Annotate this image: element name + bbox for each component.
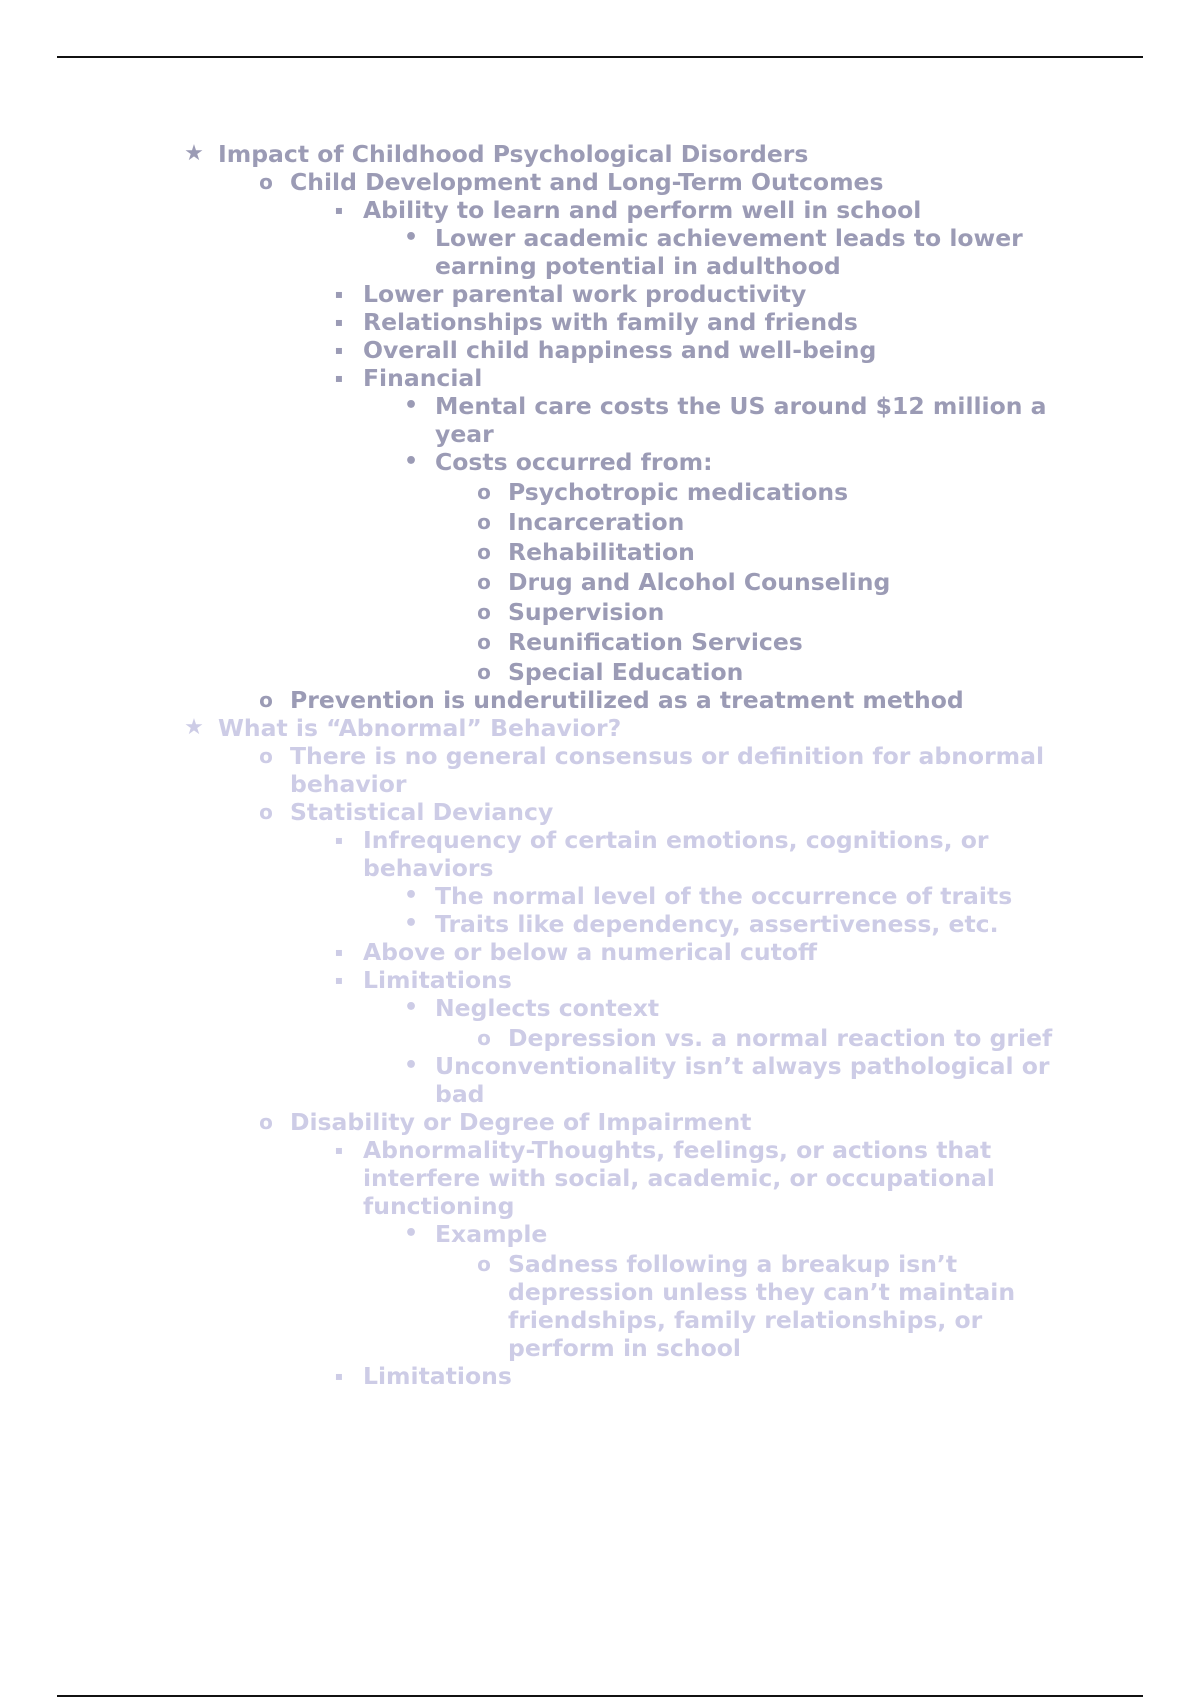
outline-item-text: Lower parental work productivity — [363, 280, 807, 308]
outline-item-level-2 — [334, 1136, 1063, 1220]
bullet-icon: ▪ — [334, 833, 344, 847]
bullet-icon: • — [403, 883, 419, 908]
outline-item-text: Special Education — [508, 658, 744, 686]
outline-item-level-3 — [403, 994, 1075, 1022]
bullet-icon: o — [477, 540, 491, 564]
bullet-icon: o — [477, 570, 491, 594]
outline-item-text: Costs occurred from: — [435, 448, 713, 476]
outline-item-text: Traits like dependency, assertiveness, etc. — [435, 910, 999, 938]
outline-item-text: Prevention is underutilized as a treatment method — [290, 686, 964, 714]
outline-item-level-2 — [334, 826, 1063, 882]
outline-item-level-4 — [477, 508, 1063, 536]
bullet-icon: ▪ — [334, 343, 344, 357]
outline-item-text: Example — [435, 1220, 548, 1248]
outline-item-level-4 — [477, 478, 1063, 506]
outline-item-level-3 — [403, 910, 1075, 938]
outline-item-level-3 — [403, 1220, 1075, 1248]
outline-item-level-3 — [403, 882, 1075, 910]
outline-item-level-4 — [477, 568, 1063, 596]
bullet-icon: • — [403, 449, 419, 474]
outline-item-text: Relationships with family and friends — [363, 308, 858, 336]
bullet-icon: ▪ — [334, 945, 344, 959]
outline-item-text: Incarceration — [508, 508, 685, 536]
outline-item-level-1 — [259, 1108, 1080, 1136]
outline-item-text: Impact of Childhood Psychological Disorders — [218, 140, 809, 168]
bullet-icon: o — [259, 744, 273, 768]
outline-item-text: Supervision — [508, 598, 665, 626]
outline-item-text: Abnormality-Thoughts, feelings, or actions that interfere with social, academic, or occupational functioning — [363, 1136, 995, 1220]
outline-item-text: Ability to learn and perform well in school — [363, 196, 922, 224]
bullet-icon: o — [477, 480, 491, 504]
outline-item-text: Reunification Services — [508, 628, 803, 656]
outline-item-text: Above or below a numerical cutoff — [363, 938, 818, 966]
bullet-icon: • — [403, 911, 419, 936]
outline-item-text: Financial — [363, 364, 483, 392]
outline-item-level-1 — [259, 168, 1080, 196]
outline-item-level-4 — [477, 658, 1063, 686]
outline-item-text: Rehabilitation — [508, 538, 695, 566]
bullet-icon: o — [477, 630, 491, 654]
bullet-icon: • — [403, 225, 419, 250]
outline-item-text: Lower academic achievement leads to lower earning potential in adulthood — [435, 224, 1023, 280]
bullet-icon: ★ — [184, 715, 204, 740]
bullet-icon: o — [259, 1110, 273, 1134]
outline-item-level-4 — [477, 598, 1063, 626]
outline-item-text: Disability or Degree of Impairment — [290, 1108, 752, 1136]
outline-item-level-4 — [477, 1024, 1063, 1052]
outline-item-text: Statistical Deviancy — [290, 798, 554, 826]
outline-item-text: Limitations — [363, 966, 512, 994]
outline-item-level-3 — [403, 224, 1075, 280]
outline-item-level-2 — [334, 336, 1063, 364]
bullet-icon: o — [477, 510, 491, 534]
outline-item-level-3 — [403, 1052, 1075, 1108]
footer-rule — [57, 1695, 1143, 1697]
outline-item-level-2 — [334, 364, 1063, 392]
bullet-icon: • — [403, 1221, 419, 1246]
bullet-icon: ▪ — [334, 287, 344, 301]
outline-item-text: Limitations — [363, 1362, 512, 1390]
outline-item-level-2 — [334, 280, 1063, 308]
bullet-icon: o — [477, 600, 491, 624]
outline-item-text: Infrequency of certain emotions, cognitions, or behaviors — [363, 826, 989, 882]
outline-item-text: Overall child happiness and well-being — [363, 336, 877, 364]
bullet-icon: ▪ — [334, 1143, 344, 1157]
outline-item-level-2 — [334, 1362, 1063, 1390]
bullet-icon: o — [477, 660, 491, 684]
bullet-icon: ▪ — [334, 203, 344, 217]
bullet-icon: • — [403, 1053, 419, 1078]
outline-item-level-2 — [334, 196, 1063, 224]
outline-item-level-1 — [259, 686, 1080, 714]
outline-item-text: Mental care costs the US around $12 million a year — [435, 392, 1047, 448]
bullet-icon: • — [403, 995, 419, 1020]
outline-item-level-2 — [334, 938, 1063, 966]
outline-item-text: Neglects context — [435, 994, 660, 1022]
outline-item-text: Depression vs. a normal reaction to grief — [508, 1024, 1053, 1052]
bullet-icon: ▪ — [334, 973, 344, 987]
outline-item-level-1 — [259, 742, 1080, 798]
bullet-icon: o — [477, 1026, 491, 1050]
bullet-icon: ▪ — [334, 315, 344, 329]
outline-item-text: What is “Abnormal” Behavior? — [218, 714, 622, 742]
outline-item-level-0 — [184, 140, 1078, 168]
header-rule — [57, 56, 1143, 58]
outline-item-text: There is no general consensus or definition for abnormal behavior — [290, 742, 1045, 798]
bullet-icon: o — [259, 688, 273, 712]
outline-item-text: Drug and Alcohol Counseling — [508, 568, 891, 596]
bullet-icon: o — [259, 800, 273, 824]
bullet-icon: ▪ — [334, 371, 344, 385]
outline-item-level-4 — [477, 538, 1063, 566]
outline-item-level-3 — [403, 448, 1075, 476]
bullet-icon: o — [477, 1252, 491, 1276]
outline-item-text: The normal level of the occurrence of traits — [435, 882, 1013, 910]
outline-item-level-4 — [477, 1250, 1063, 1362]
outline-item-level-0 — [184, 714, 1078, 742]
outline-item-text: Child Development and Long-Term Outcomes — [290, 168, 884, 196]
outline-item-text: Psychotropic medications — [508, 478, 849, 506]
outline-item-level-2 — [334, 308, 1063, 336]
outline-item-level-2 — [334, 966, 1063, 994]
bullet-icon: ★ — [184, 141, 204, 166]
outline-item-level-3 — [403, 392, 1075, 448]
outline-item-text: Sadness following a breakup isn’t depression unless they can’t maintain friendships, family relationships, or perform in school — [508, 1250, 1016, 1362]
bullet-icon: ▪ — [334, 1369, 344, 1383]
outline-item-level-1 — [259, 798, 1080, 826]
document-outline — [0, 140, 1200, 1390]
outline-item-text: Unconventionality isn’t always pathological or bad — [435, 1052, 1050, 1108]
bullet-icon: • — [403, 393, 419, 418]
bullet-icon: o — [259, 170, 273, 194]
outline-item-level-4 — [477, 628, 1063, 656]
